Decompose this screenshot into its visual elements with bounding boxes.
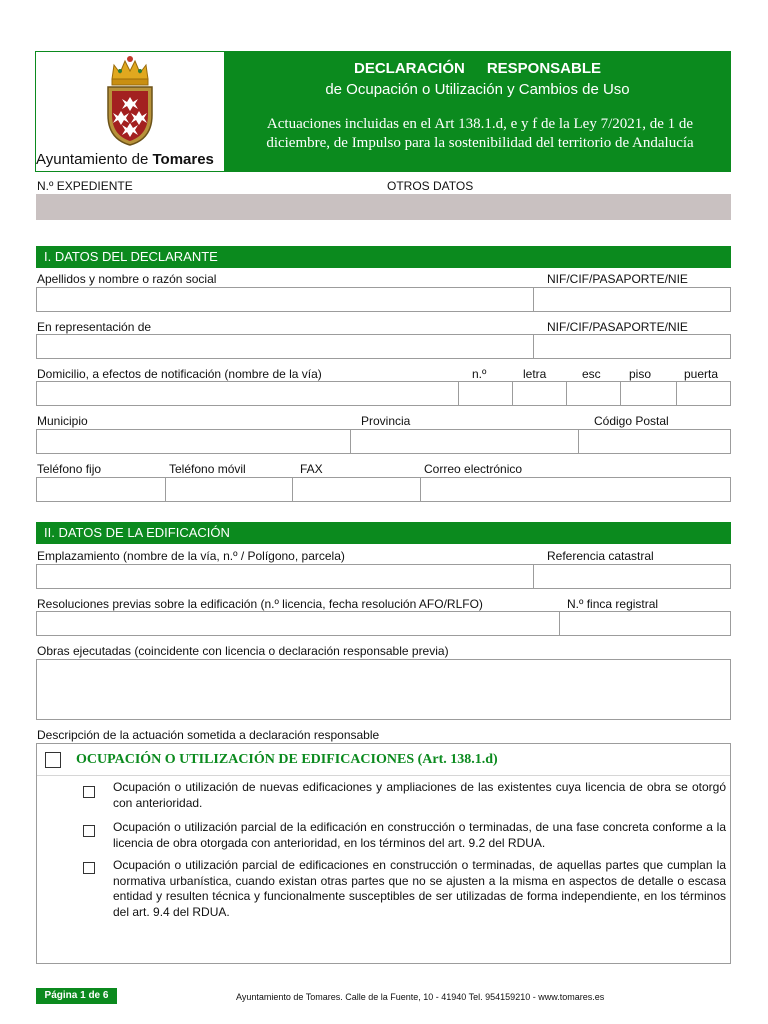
apellidos-input[interactable]: [36, 287, 534, 312]
ref-catastral-input[interactable]: [533, 564, 731, 589]
title-right: RESPONSABLE: [486, 60, 602, 77]
nif2-label: NIF/CIF/PASAPORTE/NIE: [547, 320, 688, 334]
provincia-label: Provincia: [361, 414, 411, 428]
ocupacion-heading: OCUPACIÓN O UTILIZACIÓN DE EDIFICACIONES (Art. 138.1.d): [76, 752, 498, 767]
telefono-fijo-label: Teléfono fijo: [37, 462, 102, 476]
resoluciones-label: Resoluciones previas sobre la edificación (n.º licencia, fecha resolución AFO/RLFO): [37, 597, 483, 611]
option2-checkbox[interactable]: [83, 825, 95, 837]
otros-datos-field[interactable]: [386, 194, 731, 220]
telefono-fijo-input[interactable]: [36, 477, 166, 502]
puerta-label: puerta: [684, 367, 719, 381]
piso-input[interactable]: [620, 381, 677, 406]
coat-of-arms-logo: [100, 53, 160, 148]
page-indicator: Página 1 de 6: [36, 988, 117, 1004]
representacion-input[interactable]: [36, 334, 534, 359]
option3-text: Ocupación o utilización parcial de edificaciones en construcción o terminadas, de aquellas partes que cumplan la normativa urbanística, cuando existan otras partes que no se ajusten a la misma en aspectos de detalle o escasa entidad y resulten técnica y funcionalmente susceptibles de ser utilizadas de forma independiente, en los términos del art. 9.4 del RDUA.: [113, 858, 726, 919]
ocupacion-box: [36, 743, 731, 964]
piso-label: piso: [629, 367, 652, 381]
option1-text: Ocupación o utilización de nuevas edificaciones y ampliaciones de las existentes cuya licencia de obra se otorgó con anterioridad.: [113, 780, 726, 810]
obras-label: Obras ejecutadas (coincidente con licencia o declaración responsable previa): [37, 644, 449, 658]
header-subtitle: de Ocupación o Utilización y Cambios de Uso: [325, 81, 630, 98]
nif1-input[interactable]: [533, 287, 731, 312]
email-input[interactable]: [420, 477, 731, 502]
nif2-input[interactable]: [533, 334, 731, 359]
esc-label: esc: [582, 367, 601, 381]
otros-datos-label: OTROS DATOS: [387, 179, 474, 193]
header-description: Actuaciones incluidas en el Art 138.1.d, e y f de la Ley 7/2021, de 1 de diciembre, de Impulso para la sostenibilidad del territorio de Andalucía: [266, 116, 694, 151]
obras-textarea[interactable]: [36, 659, 731, 720]
fax-label: FAX: [300, 462, 323, 476]
codigo-postal-input[interactable]: [578, 429, 731, 454]
esc-input[interactable]: [566, 381, 621, 406]
fax-input[interactable]: [292, 477, 421, 502]
telefono-movil-label: Teléfono móvil: [169, 462, 246, 476]
resoluciones-input[interactable]: [36, 611, 560, 636]
option2-text: Ocupación o utilización parcial de la edificación en construcción o terminadas, de una fase concreta conforme a la licencia de obra otorgada con anterioridad, en los términos del art. 9.2 del RDUA.: [113, 820, 726, 850]
title-left: DECLARACIÓN: [353, 60, 465, 77]
municipio-input[interactable]: [36, 429, 351, 454]
descripcion-label: Descripción de la actuación sometida a declaración responsable: [37, 728, 380, 742]
logo-text-prefix: Ayuntamiento de: [36, 151, 153, 168]
emplazamiento-input[interactable]: [36, 564, 534, 589]
ocupacion-main-checkbox[interactable]: [45, 752, 61, 768]
option3-checkbox[interactable]: [83, 862, 95, 874]
codigo-postal-label: Código Postal: [594, 414, 669, 428]
coat-of-arms-icon: [100, 53, 160, 148]
municipio-label: Municipio: [37, 414, 88, 428]
domicilio-label: Domicilio, a efectos de notificación (nombre de la vía): [37, 367, 322, 381]
letra-label: letra: [523, 367, 547, 381]
logo-caption: [36, 151, 226, 168]
numero-input[interactable]: [458, 381, 513, 406]
expediente-label: N.º EXPEDIENTE: [37, 179, 133, 193]
numero-label: n.º: [472, 367, 487, 381]
letra-input[interactable]: [512, 381, 567, 406]
puerta-input[interactable]: [676, 381, 731, 406]
email-label: Correo electrónico: [424, 462, 523, 476]
emplazamiento-label: Emplazamiento (nombre de la vía, n.º / Polígono, parcela): [37, 549, 345, 563]
finca-label: N.º finca registral: [567, 597, 659, 611]
footer-address: Ayuntamiento de Tomares. Calle de la Fuente, 10 - 41940 Tel. 954159210 - www.tomares.es: [236, 992, 605, 1002]
header-title: [224, 60, 731, 77]
logo-text-bold: Tomares: [152, 151, 214, 168]
representacion-label: En representación de: [37, 320, 152, 334]
expediente-field[interactable]: [36, 194, 386, 220]
option1-checkbox[interactable]: [83, 786, 95, 798]
section-edificacion-title: II. DATOS DE LA EDIFICACIÓN: [36, 522, 731, 544]
provincia-input[interactable]: [350, 429, 579, 454]
ref-catastral-label: Referencia catastral: [547, 549, 654, 563]
nif1-label: NIF/CIF/PASAPORTE/NIE: [547, 272, 688, 286]
apellidos-label: Apellidos y nombre o razón social: [37, 272, 217, 286]
domicilio-input[interactable]: [36, 381, 459, 406]
section-declarante-title: I. DATOS DEL DECLARANTE: [36, 246, 731, 268]
finca-input[interactable]: [559, 611, 731, 636]
telefono-movil-input[interactable]: [165, 477, 293, 502]
